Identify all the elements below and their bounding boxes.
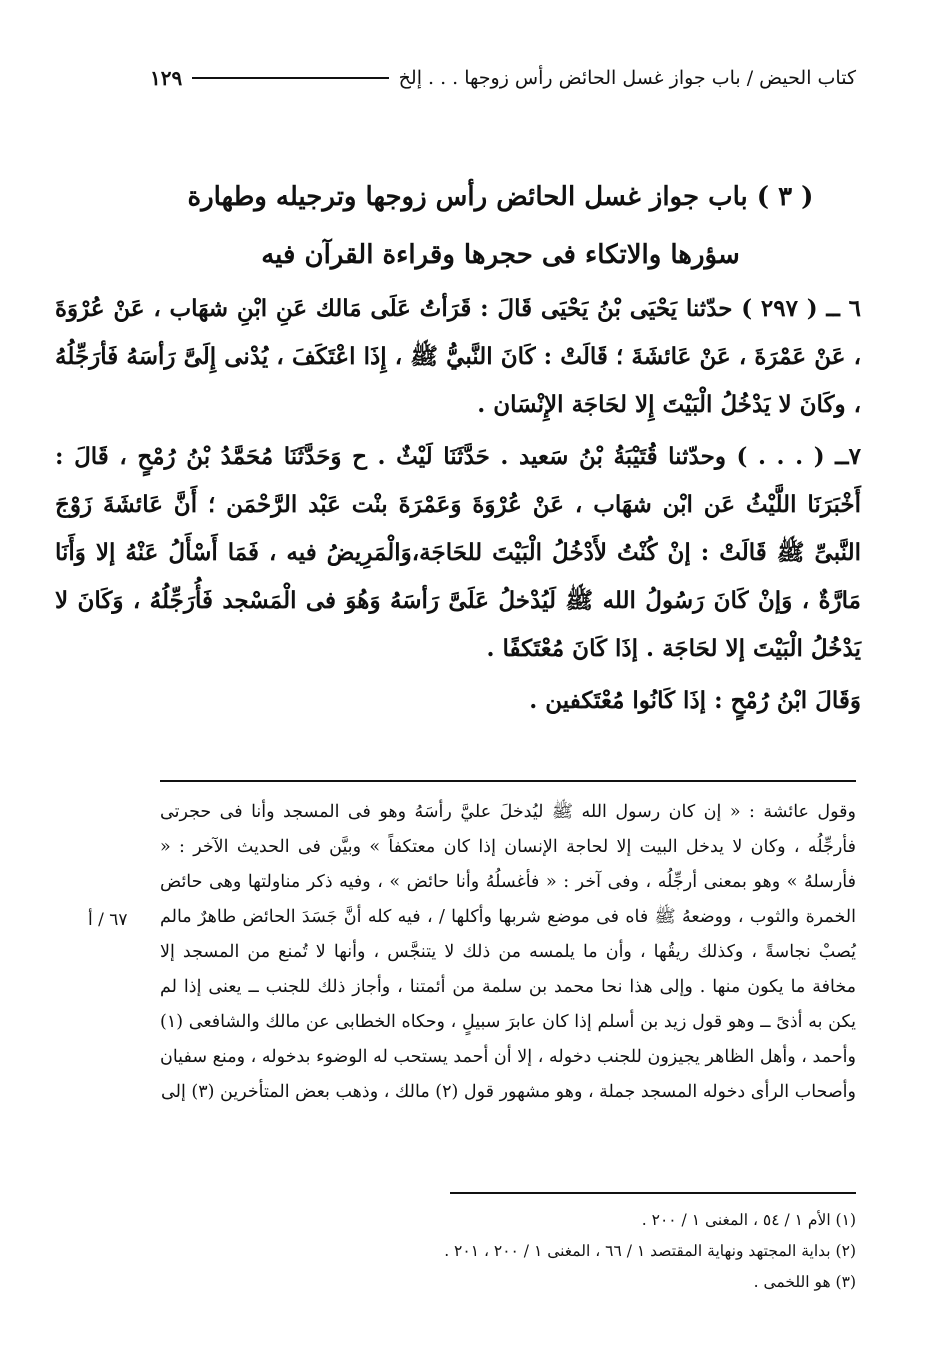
header-rule	[192, 77, 388, 79]
footnote: (٢) بداية المجتهد ونهاية المقتصد ١ / ٦٦ ، المغنى ١ / ٢٠٠ ، ٢٠١ .	[444, 1242, 856, 1260]
commentary-paragraph: وقول عائشة : « إن كان رسول الله ﷺ ليُدخلَ عليَّ رأسَهُ وهو فى المسجد وأنا فى حجرتى فأرجِّلُه ، وكان لا يدخل البيت إلا لحاجة الإنسان إذا كان معتكفاً » وبيَّن فى الحديث الآخر : « فأرسلهُ » وهو بمعنى أرجِّلُه ، وفى آخر : « فأغسلُهُ وأنا حائض » ، وفيه ذكر مناولتها وهى حائض الخمرة والثوب ، ووضعهُ ﷺ فاه فى موضع شربها وأكلها / ، فيه كله أنَّ جَسَدَ الحائض طاهرٌ مالم يُصبْ نجاسةً ، وكذلك ريقُها ، وأن ما يلمسه من ذلك لا يتنجَّس ، وأنها لا تُمنع من المسجد إلا مخافة ما يكون منها . وإلى هذا نحا محمد بن سلمة من أئمتنا ، وأجاز ذلك للجنب ــ يعنى إذا لم يكن به أذىً ــ وهو قول زيد بن أسلم إذا كان عابرَ سبيلٍ ، وحكاه الخطابى عن مالك والشافعى (١) وأحمد ، وأهل الظاهر يجيزون للجنب دخوله ، إلا أن أحمد يستحب له الوضوء بدخوله ، ومنع سفيان وأصحاب الرأى دخوله المسجد جملة ، وهو مشهور قول (٢) مالك ، وذهب بعض المتأخرين (٣) إلى	[160, 802, 856, 1102]
footnotes	[160, 1205, 856, 1298]
running-header	[150, 58, 856, 98]
footnote: (١) الأم ١ / ٥٤ ، المغنى ١ / ٢٠٠ .	[641, 1211, 856, 1229]
hadith-text	[55, 285, 861, 729]
page-number: ١٢٩	[150, 66, 183, 90]
hadith-paragraph: وَقَالَ ابْنُ رُمْحٍ : إذَا كَانُوا مُعْتَكفين .	[529, 687, 861, 714]
hadith-paragraph: ٦ ــ ( ٢٩٧ ) حدّثنا يَحْيَى بْنُ يَحْيَى قَالَ : قَرَأتُ عَلَى مَالك عَنِ ابْنِ شهَاب ، عَنْ عُرْوَةَ ، عَنْ عَمْرَةَ ، عَنْ عَائشَةَ ؛ قَالَتْ : كَانَ النَّبيُّ ﷺ ، إِذَا اعْتَكَفَ ، يُدْنى إِلَىَّ رَأسَهُ فَأرَجِّلُهُ ، وكَانَ لا يَدْخُلُ الْبَيْتَ إِلا لحَاجَة الإِنْسَان .	[55, 295, 861, 418]
commentary	[160, 795, 856, 1110]
hadith-paragraph: ٧ــ ( . . . ) وحدّثنا قُتَيْبَةُ بْنُ سَعيد . حَدَّثَنَا لَيْثٌ . ح وَحَدَّثَنَا مُحَمَّدُ بْنُ رُمْحٍ ، قَالَ : أَخْبَرَنَا اللَّيْثُ عَن ابْن شهَاب ، عَنْ عُرْوَةَ وَعَمْرَةَ بنْت عَبْد الرَّحْمَن ؛ أَنَّ عَائشَةَ زَوْجَ النَّبىِّ ﷺ قَالَتْ : إنْ كُنْتُ لأَدْخُلُ الْبَيْتَ للحَاجَة،وَالْمَرِيضُ فيه ، فَمَا أَسْأَلُ عَنْهُ إلا وَأَنَا مَارَّةٌ ، وَإنْ كَانَ رَسُولُ الله ﷺ لَيُدْخلُ عَلَىَّ رَأسَهُ وَهُوَ فى الْمَسْجد فَأُرَجِّلُهُ ، وَكَانَ لا يَدْخُلُ الْبَيْتَ إلا لحَاجَة . إذَا كَانَ مُعْتَكفًا .	[55, 443, 861, 662]
footnote: (٣) هو اللخمى .	[753, 1273, 856, 1291]
chapter-heading	[170, 168, 831, 284]
chapter-heading-line-1: ( ٣ ) باب جواز غسل الحائض رأس زوجها وترجيله وطهارة	[187, 182, 814, 212]
running-title: كتاب الحيض / باب جواز غسل الحائض رأس زوجها . . . إلخ	[398, 67, 856, 89]
manuscript-folio-ref: ٦٧ / أ	[88, 910, 128, 930]
footnote-divider	[450, 1192, 856, 1194]
chapter-heading-line-2: سؤرها والاتكاء فى حجرها وقراءة القرآن فيه	[261, 240, 740, 270]
commentary-divider	[160, 780, 856, 782]
